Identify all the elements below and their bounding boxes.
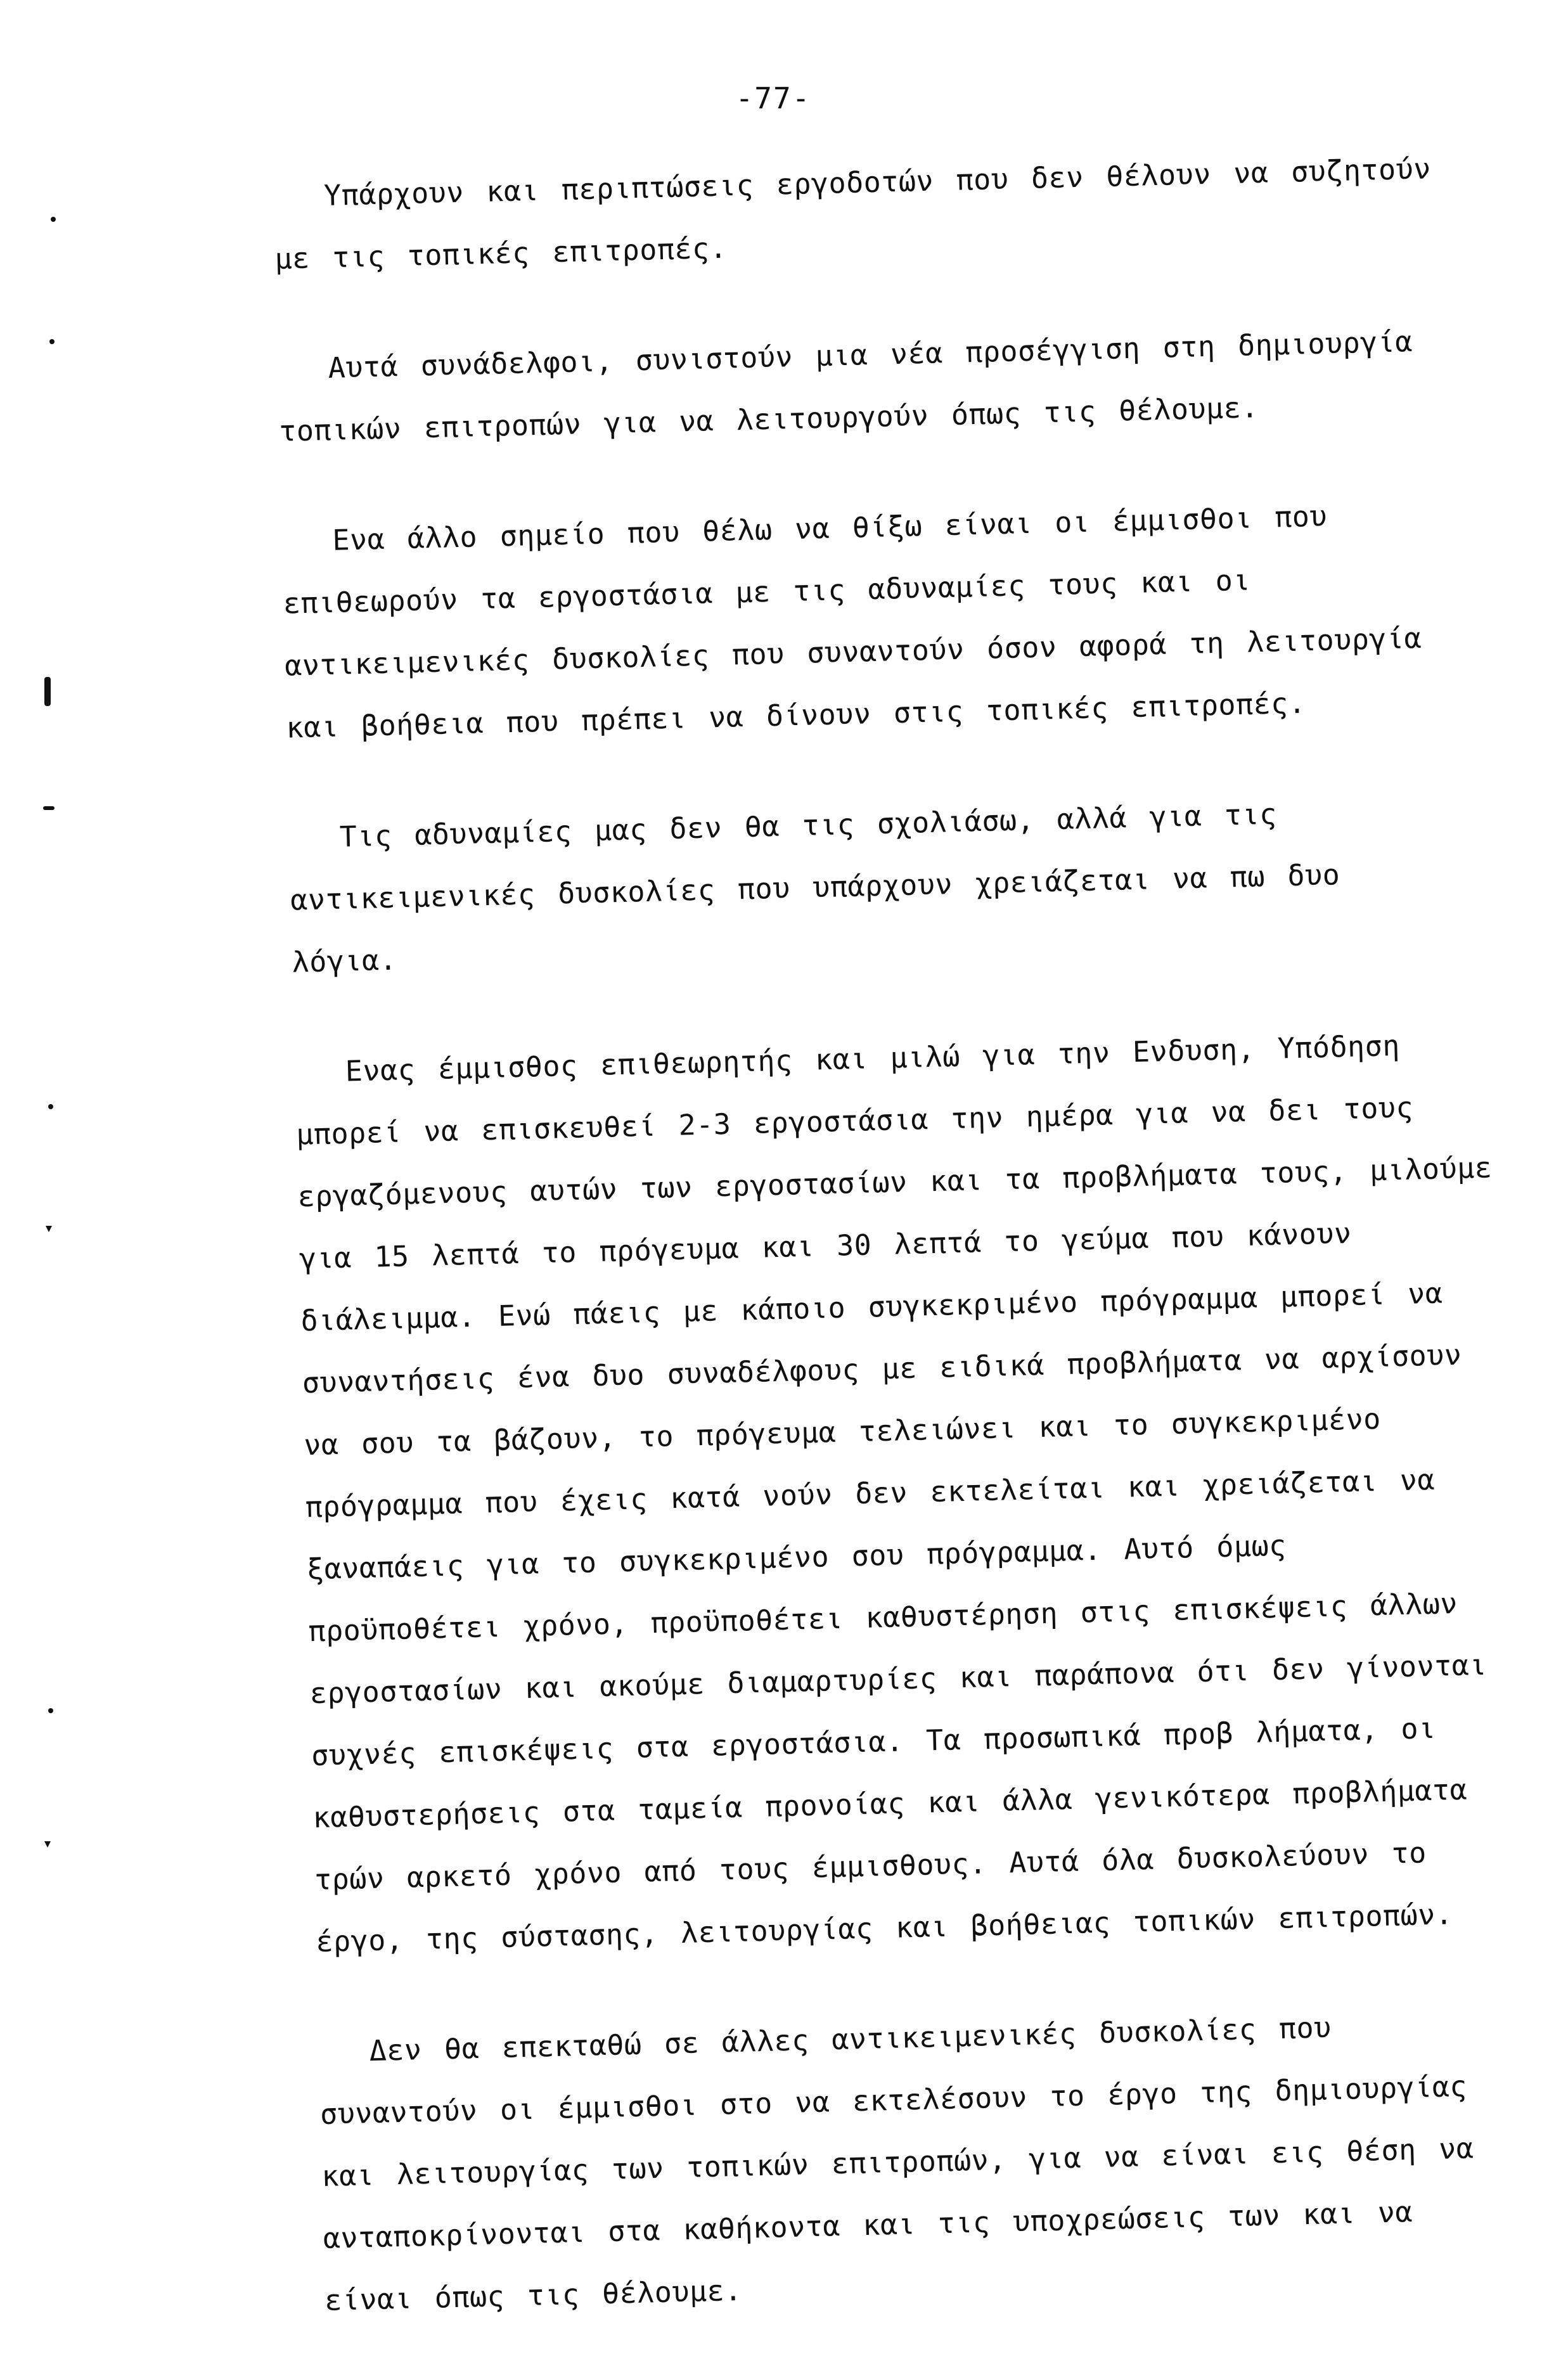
scan-speck <box>43 806 55 810</box>
text-line: Υπάρχουν και περιπτώσεις εργοδοτών που δεν θέλουν να συζητούν <box>323 151 1432 213</box>
text-line: μπορεί να επισκευθεί 2-3 εργοστάσια την ημέρα για να δει τους <box>295 1090 1414 1152</box>
text-line: Δεν θα επεκταθώ σε άλλες αντικειμενικές δυσκολίες που <box>369 2010 1332 2068</box>
text-line: τρών αρκετό χρόνο από τους έμμισθους. Αυτά όλα δυσκολεύουν το <box>314 1836 1427 1897</box>
text-line: ξαναπάεις για το συγκεκριμένο σου πρόγραμμα. Αυτό όμως <box>306 1528 1287 1586</box>
text-line: πρόγραμμα που έχεις κατά νούν δεν εκτελείται και χρειάζεται να <box>305 1462 1436 1524</box>
text-line: Τις αδυναμίες μας δεν θα τις σχολιάσω, αλλά για τις <box>339 797 1278 854</box>
scan-speck <box>48 1708 53 1713</box>
text-line: αντικειμενικές δυσκολίες που υπάρχουν χρειάζεται να πω δυο <box>290 858 1340 917</box>
page-number: -77- <box>735 81 811 115</box>
paragraph <box>318 1996 1474 2332</box>
paragraph <box>281 486 1422 759</box>
text-line: εργαζόμενους αυτών των εργοστασίων και τα προβλήματα τους, μιλούμε <box>297 1150 1493 1214</box>
paragraph <box>273 141 1432 290</box>
text-line: συναντήσεις ένα δυο συναδέλφους με ειδικά προβλήματα να αρχίσουν <box>302 1337 1462 1400</box>
text-line: αντικειμενικές δυσκολίες που συναντούν όσον αφορά τη λειτουργία <box>284 621 1422 683</box>
text-line: έργο, της σύστασης, λειτουργίας και βοήθειας τοπικών επιτροπών. <box>315 1897 1453 1959</box>
scan-speck <box>49 339 55 344</box>
text-line: είναι όπως τις θέλουμε. <box>324 2273 743 2317</box>
text-line: με τις τοπικές επιτροπές. <box>274 231 728 276</box>
text-line: επιθεωρούν τα εργοστάσια με τις αδυναμίες τους και οι <box>283 563 1251 621</box>
text-line: προϋποθέτει χρόνο, προϋποθέτει καθυστέρηση στις επισκέψεις άλλων <box>307 1586 1458 1649</box>
paragraph <box>288 782 1340 994</box>
text-line: Ενας έμμισθος επιθεωρητής και μιλώ για την Ενδυση, Υπόδηση <box>345 1028 1401 1088</box>
text-line: καθυστερήσεις στα ταμεία προνοίας και άλλα γενικότερα προβλήματα <box>312 1772 1468 1835</box>
text-line: να σου τα βάζουν, το πρόγευμα τελειώνει και το συγκεκριμένο <box>303 1401 1382 1462</box>
document-body <box>273 141 1493 2380</box>
scan-speck <box>46 1226 52 1232</box>
text-line: και βοήθεια που πρέπει να δίνουν στις τοπικές επιτροπές. <box>286 686 1306 745</box>
text-line: Ενα άλλο σημείο που θέλω να θίξω είναι οι έμμισθοι που <box>331 499 1328 557</box>
text-line: και λειτουργίας των τοπικών επιτροπών, για να είναι εις θέση να <box>321 2131 1474 2194</box>
scan-speck <box>51 217 56 222</box>
text-line: εργοστασίων και ακούμε διαμαρτυρίες και παράπονα ότι δεν γίνονται <box>309 1647 1487 1711</box>
text-line: ανταποκρίνονται στα καθήκοντα και τις υποχρεώσεις των και να <box>323 2195 1413 2256</box>
text-line: Αυτά συνάδελφοι, συνιστούν μια νέα προσέγγιση στη δημιουργία <box>328 325 1413 385</box>
paragraph <box>277 313 1413 463</box>
scan-speck <box>44 677 51 706</box>
scan-speck <box>44 1841 51 1848</box>
paragraph <box>294 1017 1493 1974</box>
text-line: για 15 λεπτά το πρόγευμα και 30 λεπτά το γεύμα που κάνουν <box>299 1216 1352 1276</box>
scan-speck <box>48 1104 53 1109</box>
text-line: συχνές επισκέψεις στα εργοστάσια. Τα προσωπικά προβ λήματα, οι <box>311 1711 1437 1773</box>
text-line: συναντούν οι έμμισθοι στο να εκτελέσουν το έργο της δημιουργίας <box>319 2069 1468 2132</box>
text-line: διάλειμμα. Ενώ πάεις με κάποιο συγκεκριμένο πρόγραμμα μπορεί να <box>300 1276 1443 1338</box>
text-line: τοπικών επιτροπών για να λειτουργούν όπως τις θέλουμε. <box>278 390 1259 448</box>
text-line: λόγια. <box>292 942 397 979</box>
